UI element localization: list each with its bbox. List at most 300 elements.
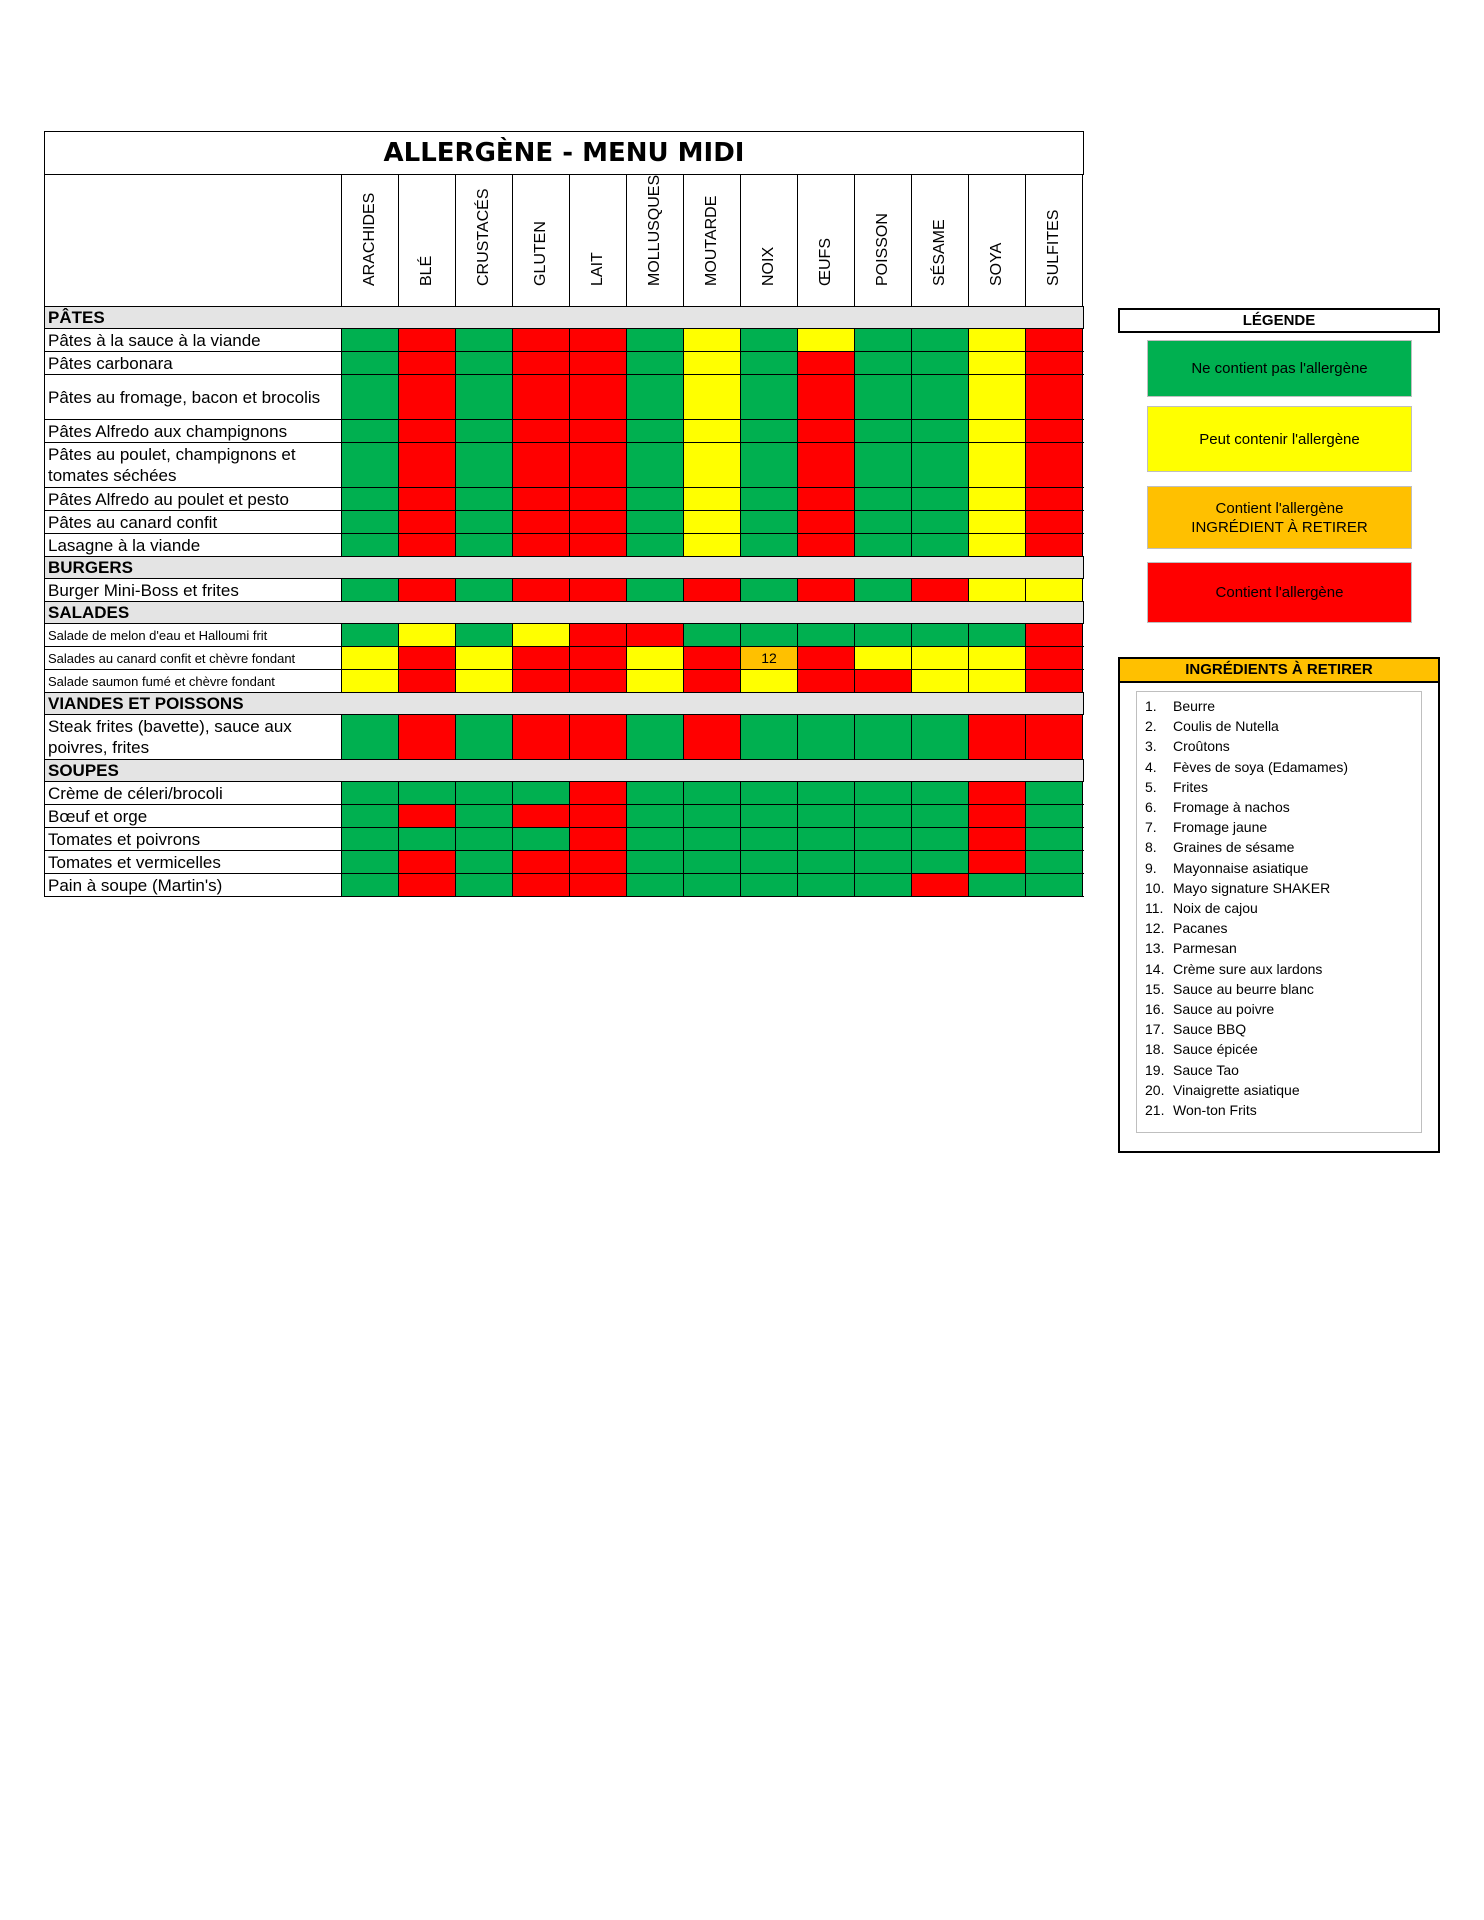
ingredient-label: Mayo signature SHAKER xyxy=(1173,879,1331,896)
ingredient-item xyxy=(1145,1100,1421,1120)
ingredient-label: Fromage jaune xyxy=(1173,819,1268,836)
allergen-cell xyxy=(627,874,684,896)
allergen-cell xyxy=(399,782,456,804)
allergen-cell xyxy=(1026,647,1083,669)
column-header-label: MOLLUSQUES xyxy=(646,174,663,286)
column-header xyxy=(855,175,912,306)
ingredient-item xyxy=(1145,797,1421,817)
allergen-cell xyxy=(912,329,969,351)
allergen-cell xyxy=(627,624,684,646)
allergen-cell xyxy=(570,511,627,533)
allergen-cell xyxy=(741,805,798,827)
allergen-cell xyxy=(627,488,684,510)
allergen-cell xyxy=(798,624,855,646)
legend-item: Peut contenir l'allergène xyxy=(1147,406,1412,472)
allergen-cell xyxy=(684,329,741,351)
ingredient-number: 20. xyxy=(1145,1081,1165,1098)
allergen-cell xyxy=(513,782,570,804)
ingredient-item xyxy=(1145,979,1421,999)
allergen-cell xyxy=(684,647,741,669)
dish-name: Pâtes au canard confit xyxy=(45,511,342,533)
allergen-cell xyxy=(570,443,627,487)
legend-title: LÉGENDE xyxy=(1118,308,1440,333)
allergen-cell xyxy=(912,420,969,442)
allergen-cell xyxy=(969,488,1026,510)
allergen-cell xyxy=(912,579,969,601)
ingredient-item xyxy=(1145,878,1421,898)
allergen-cell xyxy=(570,329,627,351)
allergen-cell xyxy=(342,715,399,759)
allergen-cell xyxy=(684,851,741,873)
allergen-cell xyxy=(912,782,969,804)
ingredient-label: Mayonnaise asiatique xyxy=(1173,859,1309,876)
allergen-cell xyxy=(969,420,1026,442)
ingredient-number: 3. xyxy=(1145,738,1157,755)
allergen-cell xyxy=(855,782,912,804)
allergen-cell xyxy=(456,874,513,896)
column-header xyxy=(969,175,1026,306)
ingredient-item xyxy=(1145,918,1421,938)
dish-name: Steak frites (bavette), sauce aux poivres, frites xyxy=(45,715,342,759)
allergen-cell xyxy=(855,488,912,510)
allergen-cell xyxy=(798,579,855,601)
table-title: ALLERGÈNE - MENU MIDI xyxy=(44,131,1084,175)
allergen-cell xyxy=(741,329,798,351)
column-header xyxy=(570,175,627,306)
allergen-cell xyxy=(399,874,456,896)
allergen-cell xyxy=(684,443,741,487)
column-header xyxy=(912,175,969,306)
allergen-cell xyxy=(969,375,1026,419)
allergen-cell xyxy=(513,828,570,850)
ingredient-item xyxy=(1145,1019,1421,1039)
ingredient-label: Parmesan xyxy=(1173,940,1237,957)
ingredient-item xyxy=(1145,1060,1421,1080)
ingredient-label: Fromage à nachos xyxy=(1173,799,1290,816)
allergen-cell xyxy=(741,534,798,556)
allergen-cell xyxy=(969,782,1026,804)
allergen-cell xyxy=(513,352,570,374)
dish-name: Bœuf et orge xyxy=(45,805,342,827)
ingredient-number: 18. xyxy=(1145,1041,1165,1058)
allergen-cell xyxy=(342,670,399,692)
allergen-cell xyxy=(513,534,570,556)
allergen-cell xyxy=(456,579,513,601)
table-row xyxy=(44,420,1084,443)
allergen-cell xyxy=(1026,511,1083,533)
allergen-cell xyxy=(684,352,741,374)
ingredient-item xyxy=(1145,1080,1421,1100)
column-header xyxy=(741,175,798,306)
allergen-cell xyxy=(912,874,969,896)
allergen-cell xyxy=(912,511,969,533)
allergen-cell xyxy=(399,670,456,692)
allergen-cell xyxy=(570,851,627,873)
column-header xyxy=(627,175,684,306)
allergen-cell xyxy=(912,488,969,510)
allergen-cell xyxy=(456,375,513,419)
allergen-cell xyxy=(684,511,741,533)
allergen-cell xyxy=(342,851,399,873)
column-header-label: GLUTEN xyxy=(532,221,549,286)
dish-name: Salade saumon fumé et chèvre fondant xyxy=(45,670,342,692)
ingredient-item xyxy=(1145,959,1421,979)
ingredient-number: 8. xyxy=(1145,839,1157,856)
allergen-cell xyxy=(741,874,798,896)
allergen-cell xyxy=(513,851,570,873)
table-row xyxy=(44,670,1084,693)
allergen-cell xyxy=(342,805,399,827)
ingredient-label: Won-ton Frits xyxy=(1173,1102,1257,1119)
section-header: SOUPES xyxy=(44,760,1084,782)
allergen-cell xyxy=(513,715,570,759)
allergen-cell xyxy=(342,579,399,601)
ingredient-number: 14. xyxy=(1145,960,1165,977)
table-body xyxy=(44,307,1084,897)
column-header xyxy=(798,175,855,306)
dish-name: Tomates et poivrons xyxy=(45,828,342,850)
ingredient-number: 16. xyxy=(1145,1001,1165,1018)
allergen-cell xyxy=(969,647,1026,669)
allergen-cell xyxy=(969,828,1026,850)
allergen-cell xyxy=(741,420,798,442)
legend-item: Contient l'allergène INGRÉDIENT À RETIRER xyxy=(1147,486,1412,549)
column-header-label: CRUSTACÉS xyxy=(475,188,492,286)
ingredient-label: Sauce BBQ xyxy=(1173,1021,1247,1038)
allergen-cell xyxy=(627,715,684,759)
table-row xyxy=(44,488,1084,511)
allergen-cell xyxy=(570,805,627,827)
table-row xyxy=(44,874,1084,897)
allergen-cell xyxy=(513,647,570,669)
table-row xyxy=(44,329,1084,352)
table-row xyxy=(44,443,1084,488)
allergen-cell xyxy=(342,488,399,510)
allergen-cell xyxy=(684,715,741,759)
allergen-cell xyxy=(399,647,456,669)
table-row xyxy=(44,647,1084,670)
allergen-cell xyxy=(627,352,684,374)
ingredient-number: 1. xyxy=(1145,698,1157,714)
allergen-cell xyxy=(1026,851,1083,873)
allergen-cell xyxy=(855,624,912,646)
allergen-cell xyxy=(513,624,570,646)
allergen-cell xyxy=(570,579,627,601)
allergen-cell xyxy=(855,715,912,759)
table-row xyxy=(44,715,1084,760)
allergen-cell xyxy=(342,874,399,896)
allergen-cell xyxy=(456,624,513,646)
allergen-cell xyxy=(513,805,570,827)
allergen-cell xyxy=(342,534,399,556)
ingredient-label: Graines de sésame xyxy=(1173,839,1295,856)
allergen-cell xyxy=(741,715,798,759)
allergen-cell xyxy=(969,329,1026,351)
ingredient-item xyxy=(1145,1039,1421,1059)
allergen-cell xyxy=(969,715,1026,759)
allergen-cell xyxy=(513,488,570,510)
column-header-label: SULFITES xyxy=(1045,209,1062,286)
allergen-cell xyxy=(342,329,399,351)
allergen-cell xyxy=(1026,579,1083,601)
table-row xyxy=(44,579,1084,602)
allergen-cell xyxy=(513,329,570,351)
table-row xyxy=(44,624,1084,647)
dish-name: Lasagne à la viande xyxy=(45,534,342,556)
allergen-cell xyxy=(798,828,855,850)
section-header: VIANDES ET POISSONS xyxy=(44,693,1084,715)
column-header-row xyxy=(44,175,1084,307)
column-header-label: BLÉ xyxy=(418,255,435,286)
allergen-cell xyxy=(912,352,969,374)
allergen-cell xyxy=(912,443,969,487)
ingredients-panel xyxy=(1118,657,1440,1153)
allergen-cell xyxy=(969,352,1026,374)
allergen-cell xyxy=(342,352,399,374)
allergen-cell xyxy=(399,488,456,510)
allergen-cell xyxy=(741,579,798,601)
dish-name: Pâtes à la sauce à la viande xyxy=(45,329,342,351)
allergen-cell xyxy=(399,352,456,374)
ingredient-item xyxy=(1145,757,1421,777)
allergen-cell xyxy=(570,715,627,759)
ingredient-number: 10. xyxy=(1145,879,1165,896)
allergen-cell xyxy=(399,851,456,873)
allergen-cell xyxy=(570,488,627,510)
allergen-cell xyxy=(342,443,399,487)
ingredient-label: Noix de cajou xyxy=(1173,900,1258,917)
dish-name: Pâtes Alfredo au poulet et pesto xyxy=(45,488,342,510)
column-header xyxy=(1026,175,1083,306)
allergen-cell xyxy=(1026,624,1083,646)
allergen-cell xyxy=(684,670,741,692)
ingredient-item xyxy=(1145,898,1421,918)
allergen-cell xyxy=(342,511,399,533)
allergen-cell xyxy=(627,782,684,804)
allergen-cell xyxy=(969,579,1026,601)
allergen-cell xyxy=(456,420,513,442)
ingredient-item xyxy=(1145,777,1421,797)
allergen-cell xyxy=(627,670,684,692)
allergen-cell xyxy=(912,851,969,873)
allergen-cell xyxy=(513,375,570,419)
allergen-cell xyxy=(741,511,798,533)
allergen-cell xyxy=(627,851,684,873)
ingredient-label: Sauce au poivre xyxy=(1173,1001,1275,1018)
ingredient-number: 12. xyxy=(1145,920,1165,937)
allergen-cell xyxy=(969,851,1026,873)
allergen-cell xyxy=(1026,443,1083,487)
allergen-cell xyxy=(798,488,855,510)
section-header: SALADES xyxy=(44,602,1084,624)
allergen-cell xyxy=(570,420,627,442)
allergen-cell xyxy=(342,647,399,669)
ingredient-number: 19. xyxy=(1145,1061,1165,1078)
table-row xyxy=(44,375,1084,420)
ingredient-item xyxy=(1145,999,1421,1019)
allergen-cell xyxy=(456,443,513,487)
allergen-cell xyxy=(684,874,741,896)
allergen-cell xyxy=(741,375,798,419)
ingredient-item xyxy=(1145,858,1421,878)
column-header xyxy=(399,175,456,306)
allergen-cell xyxy=(1026,715,1083,759)
allergen-cell xyxy=(456,329,513,351)
allergen-cell xyxy=(798,352,855,374)
allergen-cell xyxy=(855,670,912,692)
ingredient-label: Coulis de Nutella xyxy=(1173,718,1279,735)
allergen-cell xyxy=(798,805,855,827)
ingredient-label: Beurre xyxy=(1173,698,1216,714)
allergen-cell xyxy=(684,782,741,804)
allergen-cell xyxy=(855,420,912,442)
ingredient-label: Sauce épicée xyxy=(1173,1041,1258,1058)
dish-name: Pâtes Alfredo aux champignons xyxy=(45,420,342,442)
ingredient-number: 7. xyxy=(1145,819,1157,836)
allergen-cell xyxy=(1026,488,1083,510)
section-header: BURGERS xyxy=(44,557,1084,579)
allergen-cell xyxy=(855,352,912,374)
allergen-cell xyxy=(342,828,399,850)
ingredient-label: Frites xyxy=(1173,778,1208,795)
allergen-cell xyxy=(912,647,969,669)
allergen-cell xyxy=(570,782,627,804)
allergen-cell xyxy=(798,851,855,873)
allergen-cell xyxy=(855,534,912,556)
ingredient-item xyxy=(1145,716,1421,736)
dish-name: Salades au canard confit et chèvre fondant xyxy=(45,647,342,669)
allergen-cell xyxy=(456,828,513,850)
ingredient-number: 2. xyxy=(1145,718,1157,735)
allergen-cell xyxy=(456,805,513,827)
allergen-cell xyxy=(456,488,513,510)
table-row xyxy=(44,511,1084,534)
allergen-cell xyxy=(570,647,627,669)
column-header xyxy=(513,175,570,306)
allergen-cell xyxy=(684,624,741,646)
ingredients-title: INGRÉDIENTS À RETIRER xyxy=(1120,659,1438,683)
ingredient-label: Croûtons xyxy=(1173,738,1230,755)
column-header-label: MOUTARDE xyxy=(703,195,720,286)
allergen-cell xyxy=(627,420,684,442)
allergen-cell xyxy=(798,534,855,556)
column-header-label: SÉSAME xyxy=(931,219,948,286)
allergen-cell xyxy=(855,851,912,873)
allergen-cell xyxy=(399,534,456,556)
column-header-label: ŒUFS xyxy=(817,238,834,286)
allergen-cell xyxy=(912,805,969,827)
ingredient-number: 6. xyxy=(1145,799,1157,816)
allergen-cell xyxy=(627,443,684,487)
allergen-cell xyxy=(741,352,798,374)
allergen-cell xyxy=(342,782,399,804)
allergen-cell xyxy=(399,828,456,850)
ingredient-label: Pacanes xyxy=(1173,920,1228,937)
allergen-cell xyxy=(513,670,570,692)
legend-item: Contient l'allergène xyxy=(1147,562,1412,623)
dish-name: Pâtes au fromage, bacon et brocolis xyxy=(45,375,342,419)
allergen-cell xyxy=(570,375,627,419)
allergen-cell xyxy=(456,352,513,374)
allergen-cell xyxy=(570,352,627,374)
allergen-cell xyxy=(855,874,912,896)
column-header xyxy=(456,175,513,306)
allergen-cell xyxy=(684,828,741,850)
dish-name: Pâtes carbonara xyxy=(45,352,342,374)
allergen-cell xyxy=(969,534,1026,556)
allergen-cell xyxy=(969,874,1026,896)
ingredient-number: 17. xyxy=(1145,1021,1165,1038)
ingredient-number: 15. xyxy=(1145,980,1165,997)
allergen-cell xyxy=(798,782,855,804)
allergen-cell xyxy=(741,624,798,646)
allergen-cell xyxy=(513,511,570,533)
allergen-cell xyxy=(399,375,456,419)
allergen-cell xyxy=(798,329,855,351)
ingredient-number: 4. xyxy=(1145,758,1157,775)
allergen-cell xyxy=(741,443,798,487)
allergen-cell xyxy=(855,647,912,669)
ingredient-item xyxy=(1145,736,1421,756)
allergen-cell xyxy=(912,715,969,759)
allergen-table xyxy=(44,131,1084,897)
allergen-cell xyxy=(741,488,798,510)
allergen-cell xyxy=(399,624,456,646)
allergen-cell xyxy=(798,715,855,759)
ingredient-label: Vinaigrette asiatique xyxy=(1173,1081,1300,1098)
allergen-cell xyxy=(855,443,912,487)
ingredient-item xyxy=(1145,817,1421,837)
allergen-cell xyxy=(684,375,741,419)
allergen-cell xyxy=(1026,420,1083,442)
table-row xyxy=(44,828,1084,851)
allergen-cell xyxy=(342,420,399,442)
allergen-cell xyxy=(741,670,798,692)
allergen-cell xyxy=(798,511,855,533)
ingredient-number: 11. xyxy=(1145,900,1164,917)
allergen-cell xyxy=(627,579,684,601)
dish-name: Pâtes au poulet, champignons et tomates séchées xyxy=(45,443,342,487)
ingredient-item xyxy=(1145,837,1421,857)
legend-item: Ne contient pas l'allergène xyxy=(1147,340,1412,397)
allergen-cell xyxy=(456,511,513,533)
section-header: PÂTES xyxy=(44,307,1084,329)
allergen-cell xyxy=(513,579,570,601)
allergen-cell xyxy=(798,443,855,487)
column-header-label: ARACHIDES xyxy=(361,192,378,286)
allergen-cell xyxy=(399,715,456,759)
allergen-cell xyxy=(798,874,855,896)
table-row xyxy=(44,851,1084,874)
ingredient-number: 5. xyxy=(1145,778,1157,795)
allergen-cell xyxy=(570,624,627,646)
allergen-cell xyxy=(855,828,912,850)
allergen-cell xyxy=(912,670,969,692)
table-row xyxy=(44,805,1084,828)
column-header-label: LAIT xyxy=(589,252,606,286)
allergen-cell xyxy=(399,579,456,601)
allergen-cell xyxy=(513,874,570,896)
allergen-cell xyxy=(798,375,855,419)
dish-name: Salade de melon d'eau et Halloumi frit xyxy=(45,624,342,646)
allergen-cell xyxy=(513,443,570,487)
allergen-cell xyxy=(741,851,798,873)
allergen-cell xyxy=(798,670,855,692)
column-header xyxy=(684,175,741,306)
allergen-cell xyxy=(342,624,399,646)
allergen-cell xyxy=(1026,782,1083,804)
column-header-label: SOYA xyxy=(988,242,1005,286)
